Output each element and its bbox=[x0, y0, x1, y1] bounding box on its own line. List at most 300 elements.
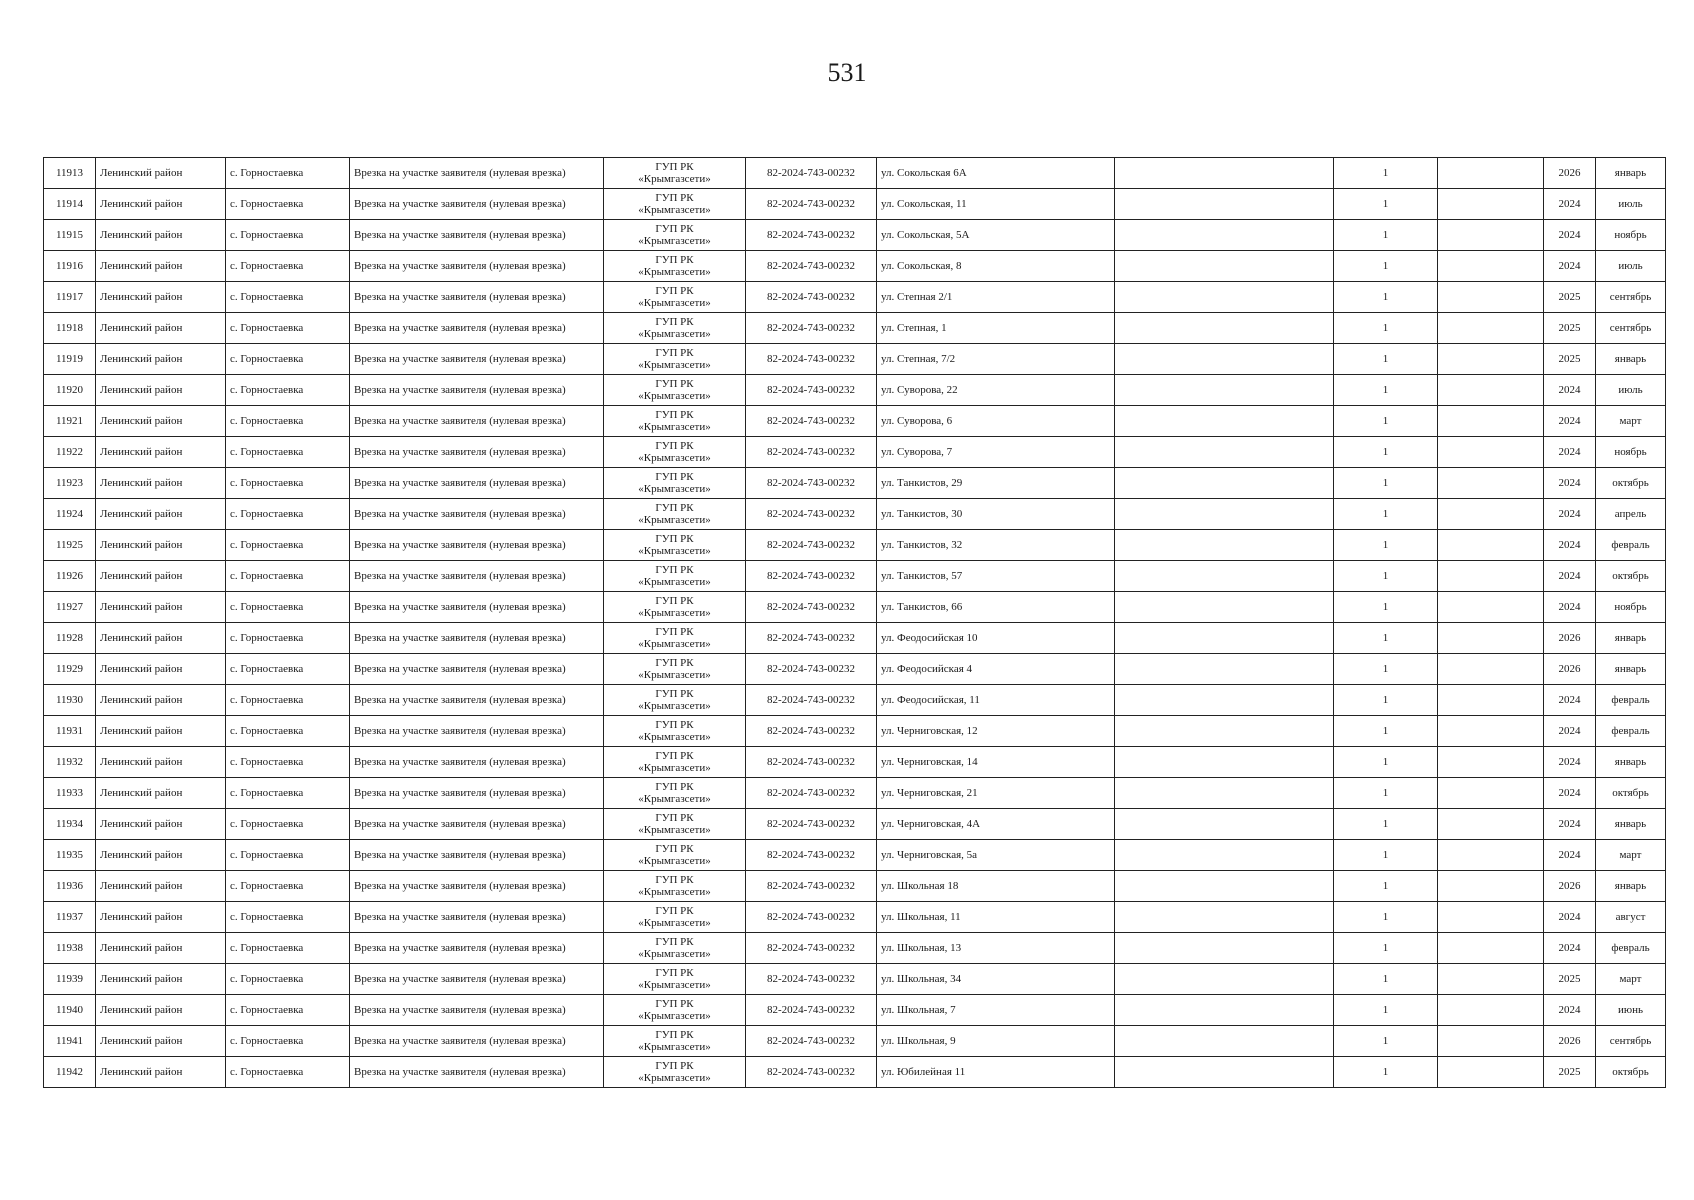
village-cell: с. Горностаевка bbox=[226, 809, 350, 840]
village-cell: с. Горностаевка bbox=[226, 623, 350, 654]
empty-cell bbox=[1438, 313, 1544, 344]
work-type-cell: Врезка на участке заявителя (нулевая врезка) bbox=[350, 313, 604, 344]
empty-cell bbox=[1438, 189, 1544, 220]
work-type-cell: Врезка на участке заявителя (нулевая врезка) bbox=[350, 778, 604, 809]
organization-line-2: «Крымгазсети» bbox=[638, 762, 711, 774]
quantity-cell: 1 bbox=[1334, 809, 1438, 840]
village-cell: с. Горностаевка bbox=[226, 344, 350, 375]
program-code-cell: 82-2024-743-00232 bbox=[746, 623, 877, 654]
organization-line-1: ГУП РК bbox=[655, 595, 694, 607]
organization-cell bbox=[604, 1057, 746, 1088]
table-row bbox=[44, 623, 1666, 654]
empty-cell bbox=[1438, 561, 1544, 592]
row-number: 11937 bbox=[44, 902, 96, 933]
address-cell: ул. Школьная, 34 bbox=[877, 964, 1115, 995]
program-code-cell: 82-2024-743-00232 bbox=[746, 685, 877, 716]
row-number: 11916 bbox=[44, 251, 96, 282]
empty-cell bbox=[1115, 840, 1334, 871]
organization-cell bbox=[604, 995, 746, 1026]
organization-cell bbox=[604, 251, 746, 282]
empty-cell bbox=[1438, 1057, 1544, 1088]
empty-cell bbox=[1438, 654, 1544, 685]
quantity-cell: 1 bbox=[1334, 251, 1438, 282]
organization-line-1: ГУП РК bbox=[655, 378, 694, 390]
organization-line-2: «Крымгазсети» bbox=[638, 979, 711, 991]
table-row bbox=[44, 871, 1666, 902]
organization-cell bbox=[604, 189, 746, 220]
table-row bbox=[44, 313, 1666, 344]
quantity-cell: 1 bbox=[1334, 902, 1438, 933]
organization-cell bbox=[604, 1026, 746, 1057]
address-cell: ул. Сокольская, 8 bbox=[877, 251, 1115, 282]
organization-line-1: ГУП РК bbox=[655, 657, 694, 669]
empty-cell bbox=[1115, 716, 1334, 747]
work-type-cell: Врезка на участке заявителя (нулевая врезка) bbox=[350, 809, 604, 840]
month-cell: апрель bbox=[1596, 499, 1666, 530]
program-code-cell: 82-2024-743-00232 bbox=[746, 995, 877, 1026]
empty-cell bbox=[1115, 778, 1334, 809]
village-cell: с. Горностаевка bbox=[226, 995, 350, 1026]
empty-cell bbox=[1438, 933, 1544, 964]
program-code-cell: 82-2024-743-00232 bbox=[746, 561, 877, 592]
organization-line-2: «Крымгазсети» bbox=[638, 576, 711, 588]
table-row bbox=[44, 933, 1666, 964]
row-number: 11914 bbox=[44, 189, 96, 220]
table-row bbox=[44, 685, 1666, 716]
empty-cell bbox=[1115, 406, 1334, 437]
organization-line-2: «Крымгазсети» bbox=[638, 421, 711, 433]
organization-cell bbox=[604, 468, 746, 499]
organization-line-2: «Крымгазсети» bbox=[638, 173, 711, 185]
year-cell: 2026 bbox=[1544, 654, 1596, 685]
row-number: 11936 bbox=[44, 871, 96, 902]
organization-cell bbox=[604, 313, 746, 344]
table-row bbox=[44, 406, 1666, 437]
district-cell: Ленинский район bbox=[96, 840, 226, 871]
organization-line-1: ГУП РК bbox=[655, 285, 694, 297]
row-number: 11929 bbox=[44, 654, 96, 685]
district-cell: Ленинский район bbox=[96, 406, 226, 437]
table-row bbox=[44, 995, 1666, 1026]
empty-cell bbox=[1438, 778, 1544, 809]
empty-cell bbox=[1115, 313, 1334, 344]
work-type-cell: Врезка на участке заявителя (нулевая врезка) bbox=[350, 902, 604, 933]
organization-cell bbox=[604, 685, 746, 716]
district-cell: Ленинский район bbox=[96, 871, 226, 902]
organization-line-1: ГУП РК bbox=[655, 781, 694, 793]
organization-line-2: «Крымгазсети» bbox=[638, 452, 711, 464]
row-number: 11942 bbox=[44, 1057, 96, 1088]
empty-cell bbox=[1115, 623, 1334, 654]
empty-cell bbox=[1115, 282, 1334, 313]
organization-line-2: «Крымгазсети» bbox=[638, 359, 711, 371]
organization-line-1: ГУП РК bbox=[655, 347, 694, 359]
organization-cell bbox=[604, 747, 746, 778]
organization-line-2: «Крымгазсети» bbox=[638, 824, 711, 836]
empty-cell bbox=[1115, 654, 1334, 685]
program-code-cell: 82-2024-743-00232 bbox=[746, 282, 877, 313]
row-number: 11921 bbox=[44, 406, 96, 437]
program-code-cell: 82-2024-743-00232 bbox=[746, 747, 877, 778]
work-type-cell: Врезка на участке заявителя (нулевая врезка) bbox=[350, 437, 604, 468]
address-cell: ул. Школьная, 9 bbox=[877, 1026, 1115, 1057]
year-cell: 2024 bbox=[1544, 778, 1596, 809]
row-number: 11932 bbox=[44, 747, 96, 778]
month-cell: ноябрь bbox=[1596, 220, 1666, 251]
program-code-cell: 82-2024-743-00232 bbox=[746, 902, 877, 933]
empty-cell bbox=[1438, 251, 1544, 282]
program-code-cell: 82-2024-743-00232 bbox=[746, 499, 877, 530]
organization-line-1: ГУП РК bbox=[655, 719, 694, 731]
work-type-cell: Врезка на участке заявителя (нулевая врезка) bbox=[350, 189, 604, 220]
address-cell: ул. Школьная, 7 bbox=[877, 995, 1115, 1026]
village-cell: с. Горностаевка bbox=[226, 406, 350, 437]
empty-cell bbox=[1115, 964, 1334, 995]
program-code-cell: 82-2024-743-00232 bbox=[746, 251, 877, 282]
table-row bbox=[44, 220, 1666, 251]
month-cell: январь bbox=[1596, 747, 1666, 778]
village-cell: с. Горностаевка bbox=[226, 1057, 350, 1088]
address-cell: ул. Черниговская, 14 bbox=[877, 747, 1115, 778]
year-cell: 2026 bbox=[1544, 871, 1596, 902]
empty-cell bbox=[1115, 561, 1334, 592]
district-cell: Ленинский район bbox=[96, 313, 226, 344]
row-number: 11939 bbox=[44, 964, 96, 995]
program-code-cell: 82-2024-743-00232 bbox=[746, 220, 877, 251]
organization-line-2: «Крымгазсети» bbox=[638, 917, 711, 929]
organization-line-2: «Крымгазсети» bbox=[638, 669, 711, 681]
village-cell: с. Горностаевка bbox=[226, 220, 350, 251]
organization-cell bbox=[604, 716, 746, 747]
work-type-cell: Врезка на участке заявителя (нулевая врезка) bbox=[350, 251, 604, 282]
organization-line-2: «Крымгазсети» bbox=[638, 297, 711, 309]
organization-cell bbox=[604, 623, 746, 654]
empty-cell bbox=[1115, 499, 1334, 530]
month-cell: январь bbox=[1596, 809, 1666, 840]
quantity-cell: 1 bbox=[1334, 933, 1438, 964]
month-cell: январь bbox=[1596, 623, 1666, 654]
district-cell: Ленинский район bbox=[96, 623, 226, 654]
organization-cell bbox=[604, 530, 746, 561]
work-type-cell: Врезка на участке заявителя (нулевая врезка) bbox=[350, 623, 604, 654]
quantity-cell: 1 bbox=[1334, 344, 1438, 375]
quantity-cell: 1 bbox=[1334, 561, 1438, 592]
row-number: 11917 bbox=[44, 282, 96, 313]
district-cell: Ленинский район bbox=[96, 530, 226, 561]
year-cell: 2024 bbox=[1544, 840, 1596, 871]
organization-cell bbox=[604, 871, 746, 902]
program-code-cell: 82-2024-743-00232 bbox=[746, 313, 877, 344]
district-cell: Ленинский район bbox=[96, 251, 226, 282]
organization-cell bbox=[604, 344, 746, 375]
year-cell: 2024 bbox=[1544, 685, 1596, 716]
month-cell: сентябрь bbox=[1596, 313, 1666, 344]
organization-line-2: «Крымгазсети» bbox=[638, 235, 711, 247]
program-code-cell: 82-2024-743-00232 bbox=[746, 468, 877, 499]
year-cell: 2024 bbox=[1544, 809, 1596, 840]
district-cell: Ленинский район bbox=[96, 375, 226, 406]
month-cell: октябрь bbox=[1596, 468, 1666, 499]
organization-line-2: «Крымгазсети» bbox=[638, 948, 711, 960]
table-row bbox=[44, 437, 1666, 468]
quantity-cell: 1 bbox=[1334, 406, 1438, 437]
quantity-cell: 1 bbox=[1334, 747, 1438, 778]
organization-line-1: ГУП РК bbox=[655, 564, 694, 576]
row-number: 11941 bbox=[44, 1026, 96, 1057]
month-cell: февраль bbox=[1596, 685, 1666, 716]
organization-line-1: ГУП РК bbox=[655, 1060, 694, 1072]
work-type-cell: Врезка на участке заявителя (нулевая врезка) bbox=[350, 282, 604, 313]
address-cell: ул. Черниговская, 4А bbox=[877, 809, 1115, 840]
row-number: 11940 bbox=[44, 995, 96, 1026]
row-number: 11915 bbox=[44, 220, 96, 251]
empty-cell bbox=[1438, 623, 1544, 654]
village-cell: с. Горностаевка bbox=[226, 654, 350, 685]
organization-cell bbox=[604, 375, 746, 406]
program-code-cell: 82-2024-743-00232 bbox=[746, 344, 877, 375]
month-cell: октябрь bbox=[1596, 1057, 1666, 1088]
organization-line-1: ГУП РК bbox=[655, 874, 694, 886]
organization-line-1: ГУП РК bbox=[655, 192, 694, 204]
year-cell: 2025 bbox=[1544, 1057, 1596, 1088]
organization-line-1: ГУП РК bbox=[655, 316, 694, 328]
month-cell: ноябрь bbox=[1596, 437, 1666, 468]
village-cell: с. Горностаевка bbox=[226, 375, 350, 406]
organization-line-1: ГУП РК bbox=[655, 812, 694, 824]
table-row bbox=[44, 747, 1666, 778]
year-cell: 2024 bbox=[1544, 902, 1596, 933]
month-cell: июль bbox=[1596, 189, 1666, 220]
year-cell: 2024 bbox=[1544, 468, 1596, 499]
village-cell: с. Горностаевка bbox=[226, 282, 350, 313]
empty-cell bbox=[1438, 158, 1544, 189]
empty-cell bbox=[1438, 468, 1544, 499]
quantity-cell: 1 bbox=[1334, 1057, 1438, 1088]
table-row bbox=[44, 654, 1666, 685]
organization-line-2: «Крымгазсети» bbox=[638, 886, 711, 898]
year-cell: 2024 bbox=[1544, 561, 1596, 592]
month-cell: январь bbox=[1596, 344, 1666, 375]
organization-line-2: «Крымгазсети» bbox=[638, 1010, 711, 1022]
village-cell: с. Горностаевка bbox=[226, 840, 350, 871]
program-code-cell: 82-2024-743-00232 bbox=[746, 1026, 877, 1057]
year-cell: 2024 bbox=[1544, 933, 1596, 964]
district-cell: Ленинский район bbox=[96, 592, 226, 623]
table-row bbox=[44, 964, 1666, 995]
work-type-cell: Врезка на участке заявителя (нулевая врезка) bbox=[350, 654, 604, 685]
address-cell: ул. Юбилейная 11 bbox=[877, 1057, 1115, 1088]
year-cell: 2024 bbox=[1544, 499, 1596, 530]
quantity-cell: 1 bbox=[1334, 313, 1438, 344]
table-row bbox=[44, 716, 1666, 747]
organization-line-2: «Крымгазсети» bbox=[638, 545, 711, 557]
work-type-cell: Врезка на участке заявителя (нулевая врезка) bbox=[350, 1026, 604, 1057]
year-cell: 2025 bbox=[1544, 313, 1596, 344]
district-cell: Ленинский район bbox=[96, 1057, 226, 1088]
work-type-cell: Врезка на участке заявителя (нулевая врезка) bbox=[350, 530, 604, 561]
organization-line-1: ГУП РК bbox=[655, 998, 694, 1010]
row-number: 11930 bbox=[44, 685, 96, 716]
row-number: 11919 bbox=[44, 344, 96, 375]
address-cell: ул. Степная 2/1 bbox=[877, 282, 1115, 313]
organization-cell bbox=[604, 902, 746, 933]
empty-cell bbox=[1115, 189, 1334, 220]
empty-cell bbox=[1115, 747, 1334, 778]
table-row bbox=[44, 902, 1666, 933]
work-type-cell: Врезка на участке заявителя (нулевая врезка) bbox=[350, 561, 604, 592]
district-cell: Ленинский район bbox=[96, 437, 226, 468]
quantity-cell: 1 bbox=[1334, 592, 1438, 623]
work-type-cell: Врезка на участке заявителя (нулевая врезка) bbox=[350, 344, 604, 375]
year-cell: 2026 bbox=[1544, 158, 1596, 189]
quantity-cell: 1 bbox=[1334, 220, 1438, 251]
work-type-cell: Врезка на участке заявителя (нулевая врезка) bbox=[350, 592, 604, 623]
month-cell: сентябрь bbox=[1596, 282, 1666, 313]
address-cell: ул. Черниговская, 12 bbox=[877, 716, 1115, 747]
address-cell: ул. Танкистов, 32 bbox=[877, 530, 1115, 561]
organization-line-2: «Крымгазсети» bbox=[638, 731, 711, 743]
quantity-cell: 1 bbox=[1334, 995, 1438, 1026]
empty-cell bbox=[1438, 499, 1544, 530]
table-row bbox=[44, 592, 1666, 623]
district-cell: Ленинский район bbox=[96, 809, 226, 840]
empty-cell bbox=[1438, 902, 1544, 933]
work-type-cell: Врезка на участке заявителя (нулевая врезка) bbox=[350, 375, 604, 406]
district-cell: Ленинский район bbox=[96, 995, 226, 1026]
quantity-cell: 1 bbox=[1334, 375, 1438, 406]
village-cell: с. Горностаевка bbox=[226, 902, 350, 933]
district-cell: Ленинский район bbox=[96, 964, 226, 995]
quantity-cell: 1 bbox=[1334, 158, 1438, 189]
empty-cell bbox=[1115, 158, 1334, 189]
empty-cell bbox=[1115, 251, 1334, 282]
address-cell: ул. Суворова, 22 bbox=[877, 375, 1115, 406]
address-cell: ул. Степная, 1 bbox=[877, 313, 1115, 344]
district-cell: Ленинский район bbox=[96, 1026, 226, 1057]
month-cell: июль bbox=[1596, 375, 1666, 406]
month-cell: октябрь bbox=[1596, 561, 1666, 592]
village-cell: с. Горностаевка bbox=[226, 716, 350, 747]
program-code-cell: 82-2024-743-00232 bbox=[746, 716, 877, 747]
organization-line-1: ГУП РК bbox=[655, 936, 694, 948]
organization-cell bbox=[604, 840, 746, 871]
month-cell: сентябрь bbox=[1596, 1026, 1666, 1057]
address-cell: ул. Черниговская, 5а bbox=[877, 840, 1115, 871]
organization-cell bbox=[604, 437, 746, 468]
quantity-cell: 1 bbox=[1334, 189, 1438, 220]
work-type-cell: Врезка на участке заявителя (нулевая врезка) bbox=[350, 685, 604, 716]
organization-cell bbox=[604, 499, 746, 530]
empty-cell bbox=[1115, 1026, 1334, 1057]
year-cell: 2024 bbox=[1544, 995, 1596, 1026]
work-type-cell: Врезка на участке заявителя (нулевая врезка) bbox=[350, 158, 604, 189]
year-cell: 2024 bbox=[1544, 437, 1596, 468]
organization-line-2: «Крымгазсети» bbox=[638, 328, 711, 340]
village-cell: с. Горностаевка bbox=[226, 437, 350, 468]
address-cell: ул. Танкистов, 66 bbox=[877, 592, 1115, 623]
village-cell: с. Горностаевка bbox=[226, 933, 350, 964]
organization-line-1: ГУП РК bbox=[655, 440, 694, 452]
row-number: 11938 bbox=[44, 933, 96, 964]
address-cell: ул. Феодосийская 4 bbox=[877, 654, 1115, 685]
month-cell: февраль bbox=[1596, 716, 1666, 747]
work-type-cell: Врезка на участке заявителя (нулевая врезка) bbox=[350, 747, 604, 778]
month-cell: март bbox=[1596, 840, 1666, 871]
quantity-cell: 1 bbox=[1334, 840, 1438, 871]
organization-cell bbox=[604, 592, 746, 623]
organization-line-1: ГУП РК bbox=[655, 161, 694, 173]
month-cell: октябрь bbox=[1596, 778, 1666, 809]
month-cell: февраль bbox=[1596, 530, 1666, 561]
row-number: 11923 bbox=[44, 468, 96, 499]
empty-cell bbox=[1115, 995, 1334, 1026]
empty-cell bbox=[1438, 406, 1544, 437]
program-code-cell: 82-2024-743-00232 bbox=[746, 375, 877, 406]
program-code-cell: 82-2024-743-00232 bbox=[746, 530, 877, 561]
quantity-cell: 1 bbox=[1334, 282, 1438, 313]
empty-cell bbox=[1115, 220, 1334, 251]
empty-cell bbox=[1115, 933, 1334, 964]
program-code-cell: 82-2024-743-00232 bbox=[746, 933, 877, 964]
empty-cell bbox=[1115, 344, 1334, 375]
organization-cell bbox=[604, 809, 746, 840]
district-cell: Ленинский район bbox=[96, 282, 226, 313]
row-number: 11926 bbox=[44, 561, 96, 592]
village-cell: с. Горностаевка bbox=[226, 871, 350, 902]
year-cell: 2024 bbox=[1544, 530, 1596, 561]
empty-cell bbox=[1438, 1026, 1544, 1057]
organization-line-2: «Крымгазсети» bbox=[638, 390, 711, 402]
organization-line-1: ГУП РК bbox=[655, 1029, 694, 1041]
table-row bbox=[44, 468, 1666, 499]
year-cell: 2024 bbox=[1544, 251, 1596, 282]
program-code-cell: 82-2024-743-00232 bbox=[746, 1057, 877, 1088]
organization-line-2: «Крымгазсети» bbox=[638, 1041, 711, 1053]
empty-cell bbox=[1438, 809, 1544, 840]
address-cell: ул. Школьная, 13 bbox=[877, 933, 1115, 964]
year-cell: 2025 bbox=[1544, 344, 1596, 375]
year-cell: 2024 bbox=[1544, 220, 1596, 251]
address-cell: ул. Танкистов, 30 bbox=[877, 499, 1115, 530]
organization-cell bbox=[604, 220, 746, 251]
village-cell: с. Горностаевка bbox=[226, 592, 350, 623]
organization-line-1: ГУП РК bbox=[655, 502, 694, 514]
year-cell: 2025 bbox=[1544, 282, 1596, 313]
district-cell: Ленинский район bbox=[96, 716, 226, 747]
organization-line-2: «Крымгазсети» bbox=[638, 1072, 711, 1084]
empty-cell bbox=[1115, 871, 1334, 902]
quantity-cell: 1 bbox=[1334, 623, 1438, 654]
work-type-cell: Врезка на участке заявителя (нулевая врезка) bbox=[350, 995, 604, 1026]
empty-cell bbox=[1115, 592, 1334, 623]
table-row bbox=[44, 282, 1666, 313]
work-type-cell: Врезка на участке заявителя (нулевая врезка) bbox=[350, 1057, 604, 1088]
work-type-cell: Врезка на участке заявителя (нулевая врезка) bbox=[350, 499, 604, 530]
empty-cell bbox=[1438, 747, 1544, 778]
district-cell: Ленинский район bbox=[96, 468, 226, 499]
address-cell: ул. Феодосийская, 11 bbox=[877, 685, 1115, 716]
program-code-cell: 82-2024-743-00232 bbox=[746, 654, 877, 685]
organization-line-1: ГУП РК bbox=[655, 688, 694, 700]
year-cell: 2024 bbox=[1544, 189, 1596, 220]
empty-cell bbox=[1115, 468, 1334, 499]
organization-line-1: ГУП РК bbox=[655, 409, 694, 421]
table-row bbox=[44, 1026, 1666, 1057]
empty-cell bbox=[1115, 530, 1334, 561]
village-cell: с. Горностаевка bbox=[226, 685, 350, 716]
empty-cell bbox=[1115, 437, 1334, 468]
row-number: 11928 bbox=[44, 623, 96, 654]
